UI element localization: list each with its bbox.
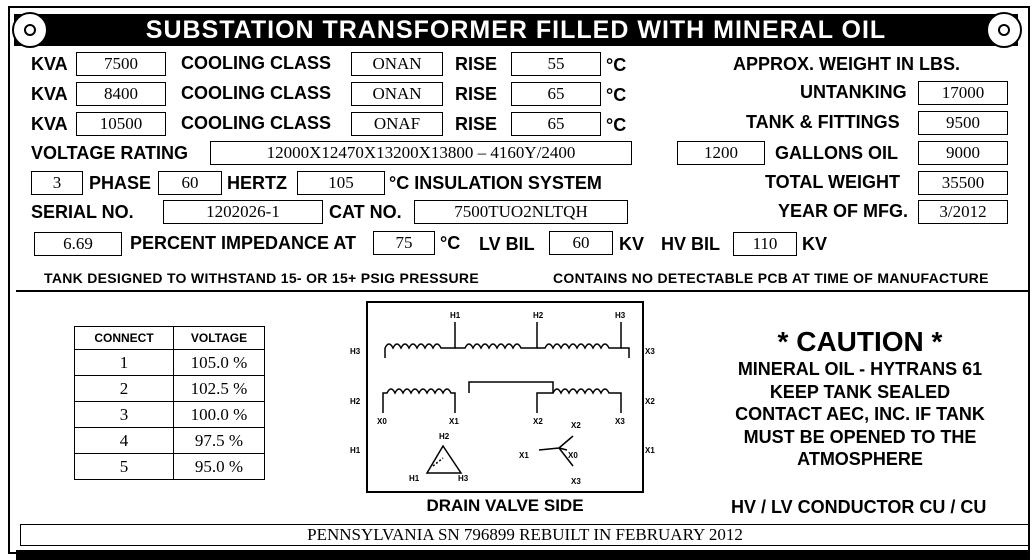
bolt-hole-left-icon bbox=[12, 12, 48, 48]
caution-line: ATMOSPHERE bbox=[797, 449, 923, 469]
insulation-label: °C INSULATION SYSTEM bbox=[389, 173, 602, 193]
voltage-cell: 95.0 % bbox=[174, 454, 265, 480]
diagram-label-h1: H1 bbox=[450, 311, 461, 320]
phase-label: PHASE bbox=[89, 173, 152, 193]
voltage-cell: 97.5 % bbox=[174, 428, 265, 454]
diagram-label-h3: H3 bbox=[615, 311, 626, 320]
diagram-frame bbox=[367, 302, 643, 492]
table-row bbox=[75, 454, 265, 480]
table-row bbox=[75, 428, 265, 454]
hv-kv-unit: KV bbox=[802, 234, 828, 254]
diagram-x3: X3 bbox=[615, 417, 625, 426]
kva-value: 7500 bbox=[76, 52, 166, 76]
rise-value: 55 bbox=[511, 52, 601, 76]
diagram-left-h2: H2 bbox=[350, 397, 361, 406]
delta-h2: H2 bbox=[439, 432, 450, 441]
wye-x1: X1 bbox=[519, 451, 529, 460]
plate-base bbox=[16, 550, 1030, 560]
voltage-cell: 102.5 % bbox=[174, 376, 265, 402]
kva-label: KVA bbox=[31, 54, 68, 74]
rise-value: 65 bbox=[511, 112, 601, 136]
impedance-temp-value: 75 bbox=[373, 231, 435, 255]
diagram-caption: DRAIN VALVE SIDE bbox=[426, 496, 584, 515]
delta-h1: H1 bbox=[409, 474, 420, 483]
connect-table bbox=[74, 326, 265, 480]
connect-header: CONNECT bbox=[75, 327, 174, 350]
kva-label: KVA bbox=[31, 114, 68, 134]
diagram-left-h3: H3 bbox=[350, 347, 361, 356]
kva-value: 8400 bbox=[76, 82, 166, 106]
pcb-note: CONTAINS NO DETECTABLE PCB AT TIME OF MANUFACTURE bbox=[553, 270, 989, 286]
caution-line: CONTACT AEC, INC. IF TANK bbox=[735, 404, 985, 424]
impedance-value: 6.69 bbox=[34, 232, 122, 256]
tank-fittings-value: 9500 bbox=[918, 111, 1008, 135]
pressure-note: TANK DESIGNED TO WITHSTAND 15- OR 15+ PSIG PRESSURE bbox=[44, 270, 479, 286]
serial-value: 1202026-1 bbox=[163, 200, 323, 224]
diagram-x1: X1 bbox=[449, 417, 459, 426]
hv-bil-label: HV BIL bbox=[661, 234, 721, 254]
kva-value: 10500 bbox=[76, 112, 166, 136]
impedance-temp-unit: °C bbox=[440, 233, 461, 253]
cooling-class-value: ONAN bbox=[351, 82, 443, 106]
caution-line: MINERAL OIL - HYTRANS 61 bbox=[737, 359, 983, 379]
nameplate-title: SUBSTATION TRANSFORMER FILLED WITH MINERAL OIL bbox=[14, 14, 1018, 46]
untanking-value: 17000 bbox=[918, 81, 1008, 105]
section-divider bbox=[16, 290, 1028, 292]
rise-unit: °C bbox=[606, 115, 627, 135]
diagram-label-h2: H2 bbox=[533, 311, 544, 320]
diagram-right-x2: X2 bbox=[645, 397, 655, 406]
rise-label: RISE bbox=[455, 114, 498, 134]
diagram-left-h1: H1 bbox=[350, 446, 361, 455]
table-row bbox=[75, 350, 265, 376]
rise-unit: °C bbox=[606, 85, 627, 105]
diagram-x2: X2 bbox=[533, 417, 543, 426]
gallons-oil-label: GALLONS OIL bbox=[775, 143, 898, 163]
footer-bar: PENNSYLVANIA SN 796899 REBUILT IN FEBRUARY 2012 bbox=[20, 524, 1030, 546]
cat-label: CAT NO. bbox=[329, 202, 402, 222]
cooling-class-label: COOLING CLASS bbox=[181, 53, 332, 73]
caution-block bbox=[710, 326, 1010, 471]
rise-label: RISE bbox=[455, 84, 498, 104]
rise-value: 65 bbox=[511, 82, 601, 106]
kva-label: KVA bbox=[31, 84, 68, 104]
wye-x3: X3 bbox=[571, 477, 581, 486]
connect-cell: 1 bbox=[75, 350, 174, 376]
phase-value: 3 bbox=[31, 171, 83, 195]
diagram-right-x1: X1 bbox=[645, 446, 655, 455]
serial-label: SERIAL NO. bbox=[31, 202, 134, 222]
voltage-cell: 105.0 % bbox=[174, 350, 265, 376]
delta-h3: H3 bbox=[458, 474, 469, 483]
voltage-cell: 100.0 % bbox=[174, 402, 265, 428]
connect-cell: 4 bbox=[75, 428, 174, 454]
table-row bbox=[75, 376, 265, 402]
gallons-value: 1200 bbox=[677, 141, 765, 165]
oil-weight-value: 9000 bbox=[918, 141, 1008, 165]
total-weight-label: TOTAL WEIGHT bbox=[765, 172, 900, 192]
untanking-label: UNTANKING bbox=[800, 82, 907, 102]
cooling-class-value: ONAF bbox=[351, 112, 443, 136]
voltage-header: VOLTAGE bbox=[174, 327, 265, 350]
bolt-hole-right-icon bbox=[986, 12, 1022, 48]
diagram-right-x3: X3 bbox=[645, 347, 655, 356]
caution-line: KEEP TANK SEALED bbox=[769, 381, 951, 402]
cooling-class-value: ONAN bbox=[351, 52, 443, 76]
table-row bbox=[75, 402, 265, 428]
voltage-rating-value: 12000X12470X13200X13800 – 4160Y/2400 bbox=[210, 141, 632, 165]
cooling-class-label: COOLING CLASS bbox=[181, 113, 332, 133]
wye-x2: X2 bbox=[571, 421, 581, 430]
total-weight-value: 35500 bbox=[918, 171, 1008, 195]
conductor-label: HV / LV CONDUCTOR CU / CU bbox=[731, 497, 987, 517]
caution-line: MUST BE OPENED TO THE bbox=[743, 426, 977, 447]
caution-title: * CAUTION * bbox=[777, 326, 943, 357]
voltage-rating-label: VOLTAGE RATING bbox=[31, 143, 188, 163]
cooling-class-label: COOLING CLASS bbox=[181, 83, 332, 103]
year-mfg-label: YEAR OF MFG. bbox=[778, 201, 908, 221]
impedance-label: PERCENT IMPEDANCE AT bbox=[130, 233, 357, 253]
lv-kv-unit: KV bbox=[619, 234, 645, 254]
year-mfg-value: 3/2012 bbox=[918, 200, 1008, 224]
hertz-label: HERTZ bbox=[227, 173, 287, 193]
connect-cell: 2 bbox=[75, 376, 174, 402]
connect-cell: 3 bbox=[75, 402, 174, 428]
lv-bil-label: LV BIL bbox=[479, 234, 535, 254]
wiring-diagram bbox=[345, 298, 665, 518]
hv-bil-value: 110 bbox=[733, 232, 797, 256]
diagram-x0: X0 bbox=[377, 417, 387, 426]
rise-label: RISE bbox=[455, 54, 498, 74]
insulation-temp-value: 105 bbox=[297, 171, 385, 195]
rise-unit: °C bbox=[606, 55, 627, 75]
wye-x0: X0 bbox=[568, 451, 578, 460]
cat-value: 7500TUO2NLTQH bbox=[414, 200, 628, 224]
connect-cell: 5 bbox=[75, 454, 174, 480]
hertz-value: 60 bbox=[158, 171, 222, 195]
tank-fittings-label: TANK & FITTINGS bbox=[746, 112, 900, 132]
lv-bil-value: 60 bbox=[549, 231, 613, 255]
weight-heading: APPROX. WEIGHT IN LBS. bbox=[733, 54, 961, 74]
